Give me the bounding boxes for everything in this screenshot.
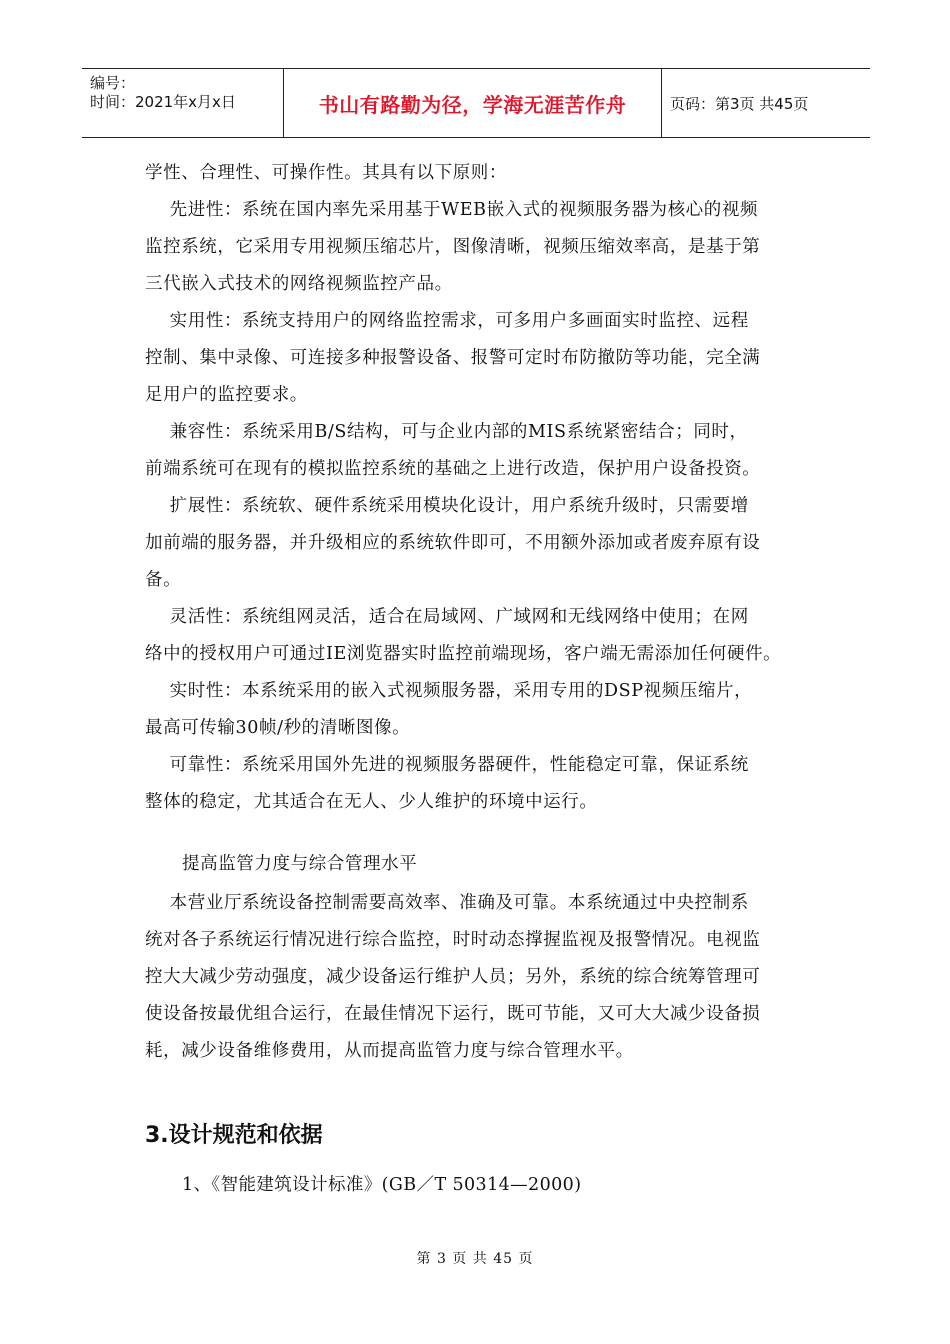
text-line: 加前端的服务器，并升级相应的系统软件即可，不用额外添加或者废弃原有设 <box>145 533 761 553</box>
text-line: 灵活性：系统组网灵活，适合在局域网、广域网和无线网络中使用；在网 <box>145 607 749 627</box>
text-line: 扩展性：系统软、硬件系统采用模块化设计，用户系统升级时，只需要增 <box>145 496 749 516</box>
text-line: 控制、集中录像、可连接多种报警设备、报警可定时布防撤防等功能，完全满 <box>145 348 761 368</box>
list-item: 1、《智能建筑设计标准》(GB／T 50314—2000) <box>182 1175 582 1195</box>
header-page-info <box>662 69 870 137</box>
text-line: 使设备按最优组合运行，在最佳情况下运行，既可节能，又可大大减少设备损 <box>145 1004 761 1024</box>
text-line: 足用户的监控要求。 <box>145 385 308 405</box>
text-line: 三代嵌入式技术的网络视频监控产品。 <box>145 274 453 294</box>
text-line: 统对各子系统运行情况进行综合监控，时时动态撑握监视及报警情况。电视监 <box>145 930 761 950</box>
subheading: 提高监管力度与综合管理水平 <box>182 854 418 874</box>
text-line: 整体的稳定，尤其适合在无人、少人维护的环境中运行。 <box>145 792 598 812</box>
page-info-text: 页码：第3页 共45页 <box>670 94 809 113</box>
header-motto: 书山有路勤为径，学海无涯苦作舟 <box>283 69 662 137</box>
text-line: 先进性：系统在国内率先采用基于WEB嵌入式的视频服务器为核心的视频 <box>145 200 759 220</box>
text-line: 可靠性：系统采用国外先进的视频服务器硬件，性能稳定可靠，保证系统 <box>145 755 749 775</box>
section-heading: 3.设计规范和依据 <box>145 1123 323 1148</box>
text-line: 监控系统，它采用专用视频压缩芯片，图像清晰，视频压缩效率高，是基于第 <box>145 237 761 257</box>
date-label: 时间：2021年x月x日 <box>90 93 236 111</box>
page-footer: 第 3 页 共 45 页 <box>416 1251 534 1267</box>
text-line: 本营业厅系统设备控制需要高效率、准确及可靠。本系统通过中央控制系 <box>145 893 749 913</box>
header-meta <box>82 69 283 137</box>
number-label: 编号： <box>90 74 136 92</box>
text-line: 络中的授权用户可通过IE浏览器实时监控前端现场，客户端无需添加任何硬件。 <box>145 644 782 664</box>
header-table <box>82 68 870 138</box>
text-line: 实时性：本系统采用的嵌入式视频服务器，采用专用的DSP视频压缩片， <box>145 681 753 701</box>
text-line: 前端系统可在现有的模拟监控系统的基础之上进行改造，保护用户设备投资。 <box>145 459 761 479</box>
text-line: 最高可传输30帧/秒的清晰图像。 <box>145 718 411 738</box>
text-line: 备。 <box>145 570 182 590</box>
text-line: 兼容性：系统采用B/S结构，可与企业内部的MIS系统紧密结合；同时， <box>145 422 748 442</box>
text-line: 实用性：系统支持用户的网络监控需求，可多用户多画面实时监控、远程 <box>145 311 749 331</box>
text-line: 学性、合理性、可操作性。其具有以下原则： <box>145 163 507 183</box>
text-line: 耗，减少设备维修费用，从而提高监管力度与综合管理水平。 <box>145 1041 634 1061</box>
text-line: 控大大减少劳动强度，减少设备运行维护人员；另外，系统的综合统筹管理可 <box>145 967 761 987</box>
